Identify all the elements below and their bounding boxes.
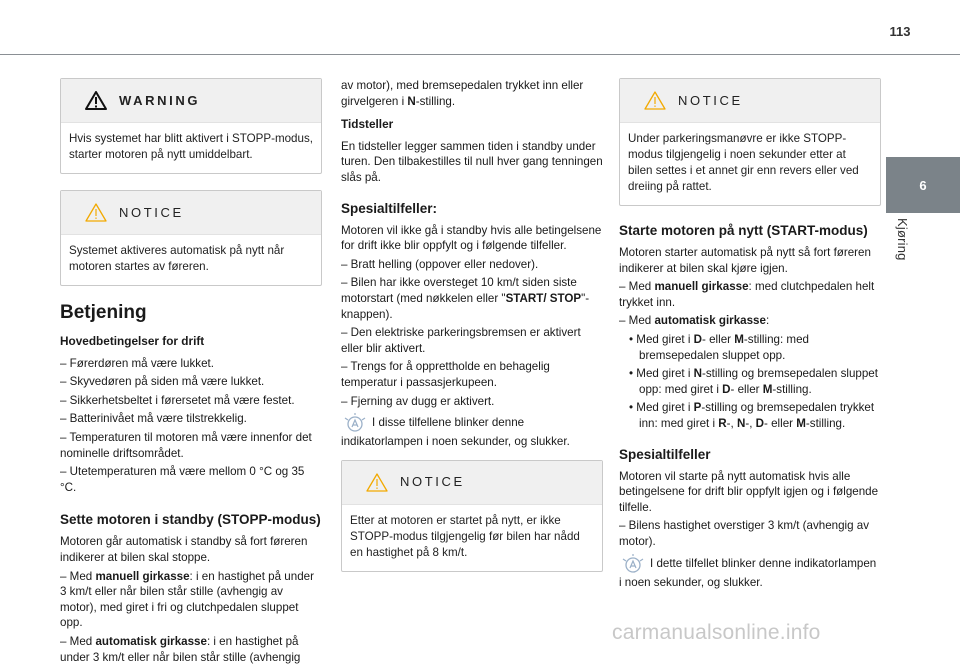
page-number: 113 bbox=[889, 24, 911, 39]
bullet-item bbox=[619, 400, 881, 431]
manual-gearbox-item bbox=[60, 569, 322, 631]
bullet-text: Med giret i bbox=[636, 367, 694, 381]
continued-post: -stilling. bbox=[415, 94, 456, 108]
column-2 bbox=[341, 78, 603, 588]
bullet-text: -stilling og bremsepedalen sluppet opp: med giret i bbox=[639, 367, 878, 396]
manual-prefix: – Med bbox=[619, 280, 655, 294]
notice-text: Etter at motoren er startet på nytt, er ikke STOPP-modus tilgjengelig før bilen har nådd en hastighet på 8 km/t. bbox=[350, 513, 580, 559]
restart-heading: Starte motoren på nytt (START-modus) bbox=[619, 223, 868, 238]
auto-label: automatisk girkasse bbox=[95, 634, 207, 648]
special-intro: Motoren vil ikke gå i standby hvis alle betingelsene for drift ikke blir oppfylt og i følgende tilfeller. bbox=[341, 223, 602, 253]
bullet-text: Med giret i bbox=[636, 401, 694, 415]
notice-header bbox=[342, 461, 602, 505]
bullet-item bbox=[619, 332, 881, 363]
bullet-text: -stilling: med bremsepedalen sluppet opp. bbox=[639, 332, 809, 362]
auto-gearbox-item bbox=[619, 313, 881, 329]
notice-title: NOTICE bbox=[119, 204, 184, 220]
bullet-text: -, bbox=[726, 416, 737, 430]
list-item: – Bratt helling (oppover eller nedover). bbox=[341, 257, 539, 271]
bullet-text: -stilling. bbox=[772, 382, 812, 396]
lamp-note bbox=[619, 553, 881, 591]
lamp-note bbox=[341, 412, 603, 450]
gear-label: D bbox=[693, 332, 703, 346]
auto-prefix: – Med bbox=[60, 634, 96, 648]
column-1 bbox=[60, 78, 322, 668]
list-item: – Førerdøren må være lukket. bbox=[60, 356, 214, 370]
auto-text: : bbox=[765, 314, 770, 328]
notice-text: Systemet aktiveres automatisk på nytt når motoren startes av føreren. bbox=[69, 244, 285, 273]
bullet-text: - eller bbox=[702, 332, 735, 346]
manual-prefix: – Med bbox=[60, 569, 96, 583]
warning-text: Hvis systemet har blitt aktivert i STOPP-modus, starter motoren på nytt umiddelbart. bbox=[69, 132, 313, 161]
gear-label: R bbox=[718, 416, 727, 430]
timer-heading: Tidsteller bbox=[341, 117, 394, 132]
auto-prefix: – Med bbox=[619, 314, 655, 328]
notice-box-2 bbox=[341, 460, 603, 572]
standby-heading: Sette motoren i standby (STOPP-modus) bbox=[60, 512, 321, 528]
notice-triangle-icon bbox=[644, 91, 666, 110]
gear-label: M bbox=[796, 416, 806, 430]
timer-text: En tidsteller legger sammen tiden i standby under turen. Den tilbakestilles til null hver gang tenningen slås på. bbox=[341, 139, 603, 184]
watermark: carmanualsonline.info bbox=[612, 621, 821, 644]
lamp-text: I dette tilfellet blinker denne indikatorlampen i noen sekunder, og slukker. bbox=[619, 556, 877, 589]
section-label bbox=[884, 216, 924, 286]
bullet-text: - eller bbox=[730, 382, 763, 396]
notice-triangle-icon bbox=[366, 473, 388, 492]
notice-text: Under parkeringsmanøvre er ikke STOPP-modus tilgjengelig i noen sekunder etter at bilen settes i et annet gir enn revers eller ved dreiing på rattet. bbox=[628, 132, 859, 193]
notice-title: NOTICE bbox=[400, 474, 465, 490]
restart-intro: Motoren starter automatisk på nytt så fort føreren indikerer at bilen skal kjøre igjen. bbox=[619, 246, 871, 275]
manual-text: : i en hastighet på under 3 km/t eller når bilen står stille (avhengig av motor), med giret i fri og clutchpedalen sluppet opp. bbox=[60, 569, 314, 630]
notice-header bbox=[620, 79, 880, 123]
auto-text: : i en hastighet på under 3 km/t eller når bilen står stille (avhengig bbox=[60, 634, 301, 664]
auto-label: automatisk girkasse bbox=[654, 314, 766, 328]
list-item: – Utetemperaturen må være mellom 0 °C og 35 °C. bbox=[60, 465, 305, 494]
manual-text: : med clutchpedalen helt trykket inn. bbox=[619, 280, 875, 309]
warning-title: WARNING bbox=[119, 92, 201, 108]
warning-box bbox=[60, 78, 322, 174]
chapter-tab[interactable] bbox=[886, 157, 960, 213]
section-title: Kjøring bbox=[895, 218, 910, 261]
bullet-text: Med giret i bbox=[636, 332, 694, 346]
notice-header bbox=[61, 191, 321, 235]
warning-header bbox=[61, 79, 321, 123]
special-heading: Spesialtilfeller: bbox=[341, 200, 438, 216]
gear-label: M bbox=[762, 382, 773, 396]
notice-box-3 bbox=[619, 78, 881, 206]
continued-text bbox=[341, 78, 603, 109]
gear-label: D bbox=[755, 416, 765, 430]
list-item: – Fjerning av dugg er aktivert. bbox=[341, 394, 495, 408]
manual-label: manuell girkasse bbox=[95, 569, 190, 583]
column-3 bbox=[619, 78, 881, 593]
bullet-text: -, bbox=[745, 416, 756, 430]
list-item-text: – Bilen har ikke oversteget 10 km/t siden siste motorstart (med nøkkelen eller " bbox=[341, 276, 577, 305]
warning-triangle-icon bbox=[85, 91, 107, 110]
list-item: – Batterinivået må være tilstrekkelig. bbox=[60, 412, 247, 426]
notice-box bbox=[60, 190, 322, 286]
list-item: – Skyvedøren på siden må være lukket. bbox=[60, 375, 265, 389]
list-item: – Temperaturen til motoren må være innenfor det nominelle driftsområdet. bbox=[60, 430, 312, 460]
list-item-text-end: "-knappen). bbox=[341, 291, 590, 321]
special-heading: Spesialtilfeller bbox=[619, 446, 711, 462]
start-stop-label: START/ STOP bbox=[505, 291, 582, 305]
section-heading: Betjening bbox=[60, 302, 147, 323]
list-item: – Trengs for å opprettholde en behagelig temperatur i passasjerkupeen. bbox=[341, 360, 550, 389]
manual-label: manuell girkasse bbox=[654, 280, 749, 294]
bullet-item bbox=[619, 366, 881, 397]
header-rule bbox=[0, 54, 960, 55]
gear-label: M bbox=[734, 332, 744, 346]
gear-label: D bbox=[722, 382, 731, 396]
gear-label: P bbox=[693, 401, 702, 415]
list-item: – Bilens hastighet overstiger 3 km/t (avhengig av motor). bbox=[619, 519, 870, 548]
auto-stop-lamp-icon bbox=[619, 553, 647, 575]
bullet-text: -stilling og bremsepedalen trykket inn: med giret i bbox=[639, 401, 875, 430]
list-item bbox=[341, 275, 603, 322]
notice-title: NOTICE bbox=[678, 92, 743, 108]
gear-label: N bbox=[736, 416, 746, 430]
continued-bold: N bbox=[407, 94, 416, 108]
lamp-text: I disse tilfellene blinker denne indikatorlampen i noen sekunder, og slukker. bbox=[341, 416, 570, 449]
subheading: Hovedbetingelser for drift bbox=[60, 334, 205, 348]
notice-triangle-icon bbox=[85, 203, 107, 222]
auto-gearbox-item bbox=[60, 634, 322, 665]
bullet-text: -stilling. bbox=[805, 416, 846, 430]
bullet-text: - eller bbox=[764, 416, 797, 430]
list-item: – Sikkerhetsbeltet i førersetet må være festet. bbox=[60, 393, 295, 407]
special-intro: Motoren vil starte på nytt automatisk hvis alle betingelsene for drift blir oppfylt igjen og i følgende tilfelle. bbox=[619, 469, 879, 514]
auto-stop-lamp-icon bbox=[341, 412, 369, 434]
continued-pre: av motor), med bremsepedalen trykket inn eller girvelgeren i bbox=[341, 79, 584, 108]
list-item: – Den elektriske parkeringsbremsen er aktivert eller blir aktivert. bbox=[341, 326, 581, 355]
standby-intro: Motoren går automatisk i standby så fort føreren indikerer at bilen skal stoppe. bbox=[60, 535, 308, 564]
chapter-number: 6 bbox=[919, 177, 927, 193]
manual-gearbox-item bbox=[619, 279, 881, 310]
gear-label: N bbox=[693, 367, 703, 381]
